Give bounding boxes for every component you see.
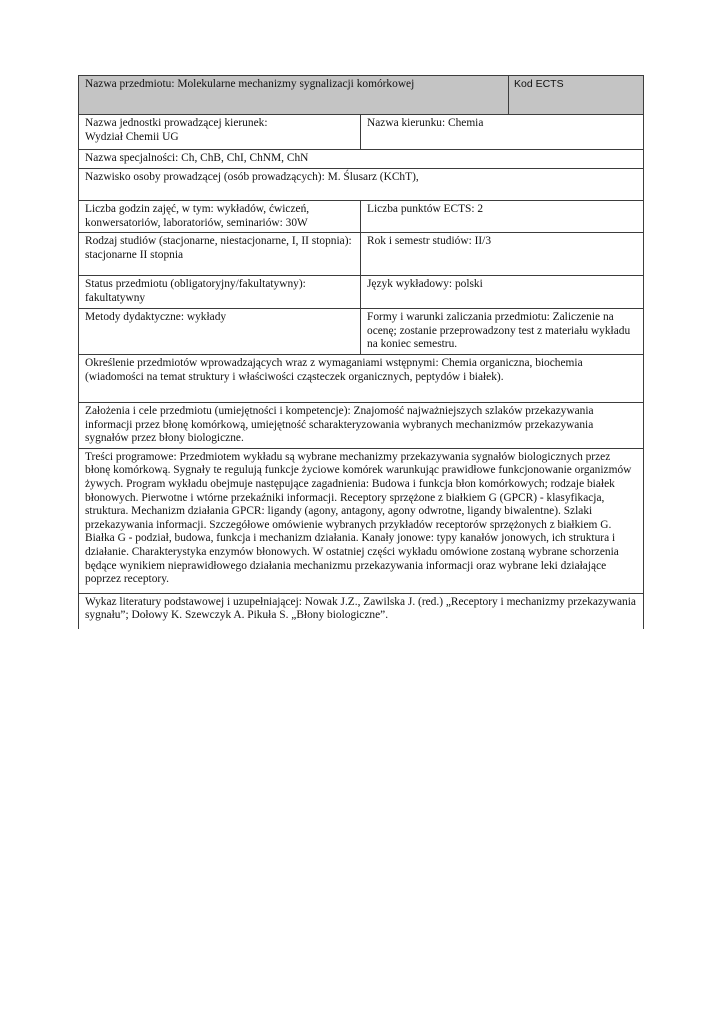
methods-cell — [79, 309, 361, 355]
lecturer: Nazwisko osoby prowadzącej (osób prowadzących): M. Ślusarz (KChT), — [85, 171, 419, 183]
lecturer-row — [79, 169, 644, 201]
course-name: Nazwa przedmiotu: Molekularne mechanizmy sygnalizacji komórkowej — [85, 78, 415, 90]
status-row — [79, 276, 644, 309]
study-type-row — [79, 233, 644, 276]
field-cell — [361, 115, 644, 150]
ects-code-cell — [509, 76, 644, 115]
prerequisites: Określenie przedmiotów wprowadzających wraz z wymaganiami wstępnymi: Chemia organiczna, biochemia (wiadomości na temat struktury i właściwości cząsteczek organicznych, peptydów i białek). — [85, 356, 583, 383]
course-name-cell — [79, 76, 509, 115]
teaching-methods: Metody dydaktyczne: wykłady — [85, 311, 227, 324]
lecturer-cell — [79, 169, 644, 201]
specialties-row — [79, 150, 644, 169]
year-semester: Rok i semestr studiów: II/3 — [367, 235, 492, 248]
course-name-row — [79, 76, 644, 115]
course-status: Status przedmiotu (obligatoryjny/fakultatywny): fakultatywny — [85, 278, 306, 304]
assessment-cell — [361, 309, 644, 355]
field-of-study: Nazwa kierunku: Chemia — [367, 117, 484, 129]
class-hours: Liczba godzin zajęć, w tym: wykładów, ćwiczeń, konwersatoriów, laboratoriów, seminariów: 30W — [85, 203, 310, 229]
ects-points-cell — [361, 201, 644, 233]
ects-code-label: Kod ECTS — [514, 78, 564, 90]
program-cell — [79, 448, 644, 593]
literature-row — [79, 593, 644, 629]
specialties: Nazwa specjalności: Ch, ChB, ChI, ChNM, ChN — [85, 152, 309, 164]
prerequisites-cell — [79, 354, 644, 402]
syllabus-table — [78, 75, 644, 629]
goals-row — [79, 402, 644, 448]
unit-label: Nazwa jednostki prowadzącej kierunek: — [85, 117, 268, 129]
literature: Wykaz literatury podstawowej i uzupełniającej: Nowak J.Z., Zawilska J. (red.) „Receptory i mechanizmy przekazywania sygnału”; Dołowy K. Szewczyk A. Pikuła S. „Błony biologiczne”. — [85, 595, 636, 622]
program-content: Treści programowe: Przedmiotem wykładu są wybrane mechanizmy przekazywania sygnałów biologicznych przez błonę komórkową. Sygnały te regulują funkcje życiowe komórek warunkując prawidłowe funkcjonowanie organizmów żywych. Program wykładu obejmuje następujące zagadnienia: Budowa i funkcja błon komórkowych; rodzaje białek błonowych. Pierwotne i wtórne przekaźniki informacji. Receptory sprzężone z białkiem G (GPCR) - klasyfikacja, struktura. Mechanizm działania GPCR: ligandy (agony, antagony, agony odwrotne, ligandy biwalentne). Szlaki przekazywania informacji. Szczegółowe omówienie wybranych przykładów receptorów sprzężonych z białkiem G. Białka G - podział, budowa, funkcja i mechanizm działania. Kanały jonowe: typy kanałów jonowych, ich struktura i działanie. Charakterystyka enzymów błonowych. W ostatniej części wykładu omówione zostaną wybrane schorzenia będące wynikiem nieprawidłowego działania mechanizmu przekazywania informacji oraz wybrane leki działające poprzez receptory. — [85, 450, 632, 586]
literature-cell — [79, 593, 644, 629]
methods-row — [79, 309, 644, 355]
study-type: Rodzaj studiów (stacjonarne, niestacjonarne, I, II stopnia): stacjonarne II stopnia — [85, 235, 352, 261]
year-semester-cell — [361, 233, 644, 276]
assessment-form: Formy i warunki zaliczania przedmiotu: Zaliczenie na ocenę; zostanie przeprowadzony test z materiału wykładu na koniec semestru. — [367, 311, 631, 351]
unit-row — [79, 115, 644, 150]
syllabus-sheet — [78, 75, 643, 629]
lecture-language: Język wykładowy: polski — [367, 278, 483, 291]
ects-points: Liczba punktów ECTS: 2 — [367, 203, 484, 215]
program-row — [79, 448, 644, 593]
hours-row — [79, 201, 644, 233]
unit-cell — [79, 115, 361, 150]
course-goals: Założenia i cele przedmiotu (umiejętności i kompetencje): Znajomość najważniejszych szlaków przekazywania informacji przez błonę komórkową, umiejętność scharakteryzowania wybranych mechanizmów przekazywania sygnałów przez błony biologiczne. — [85, 404, 594, 445]
language-cell — [361, 276, 644, 309]
prerequisites-row — [79, 354, 644, 402]
hours-cell — [79, 201, 361, 233]
specialties-cell — [79, 150, 644, 169]
status-cell — [79, 276, 361, 309]
unit-value: Wydział Chemii UG — [85, 130, 179, 143]
study-type-cell — [79, 233, 361, 276]
goals-cell — [79, 402, 644, 448]
